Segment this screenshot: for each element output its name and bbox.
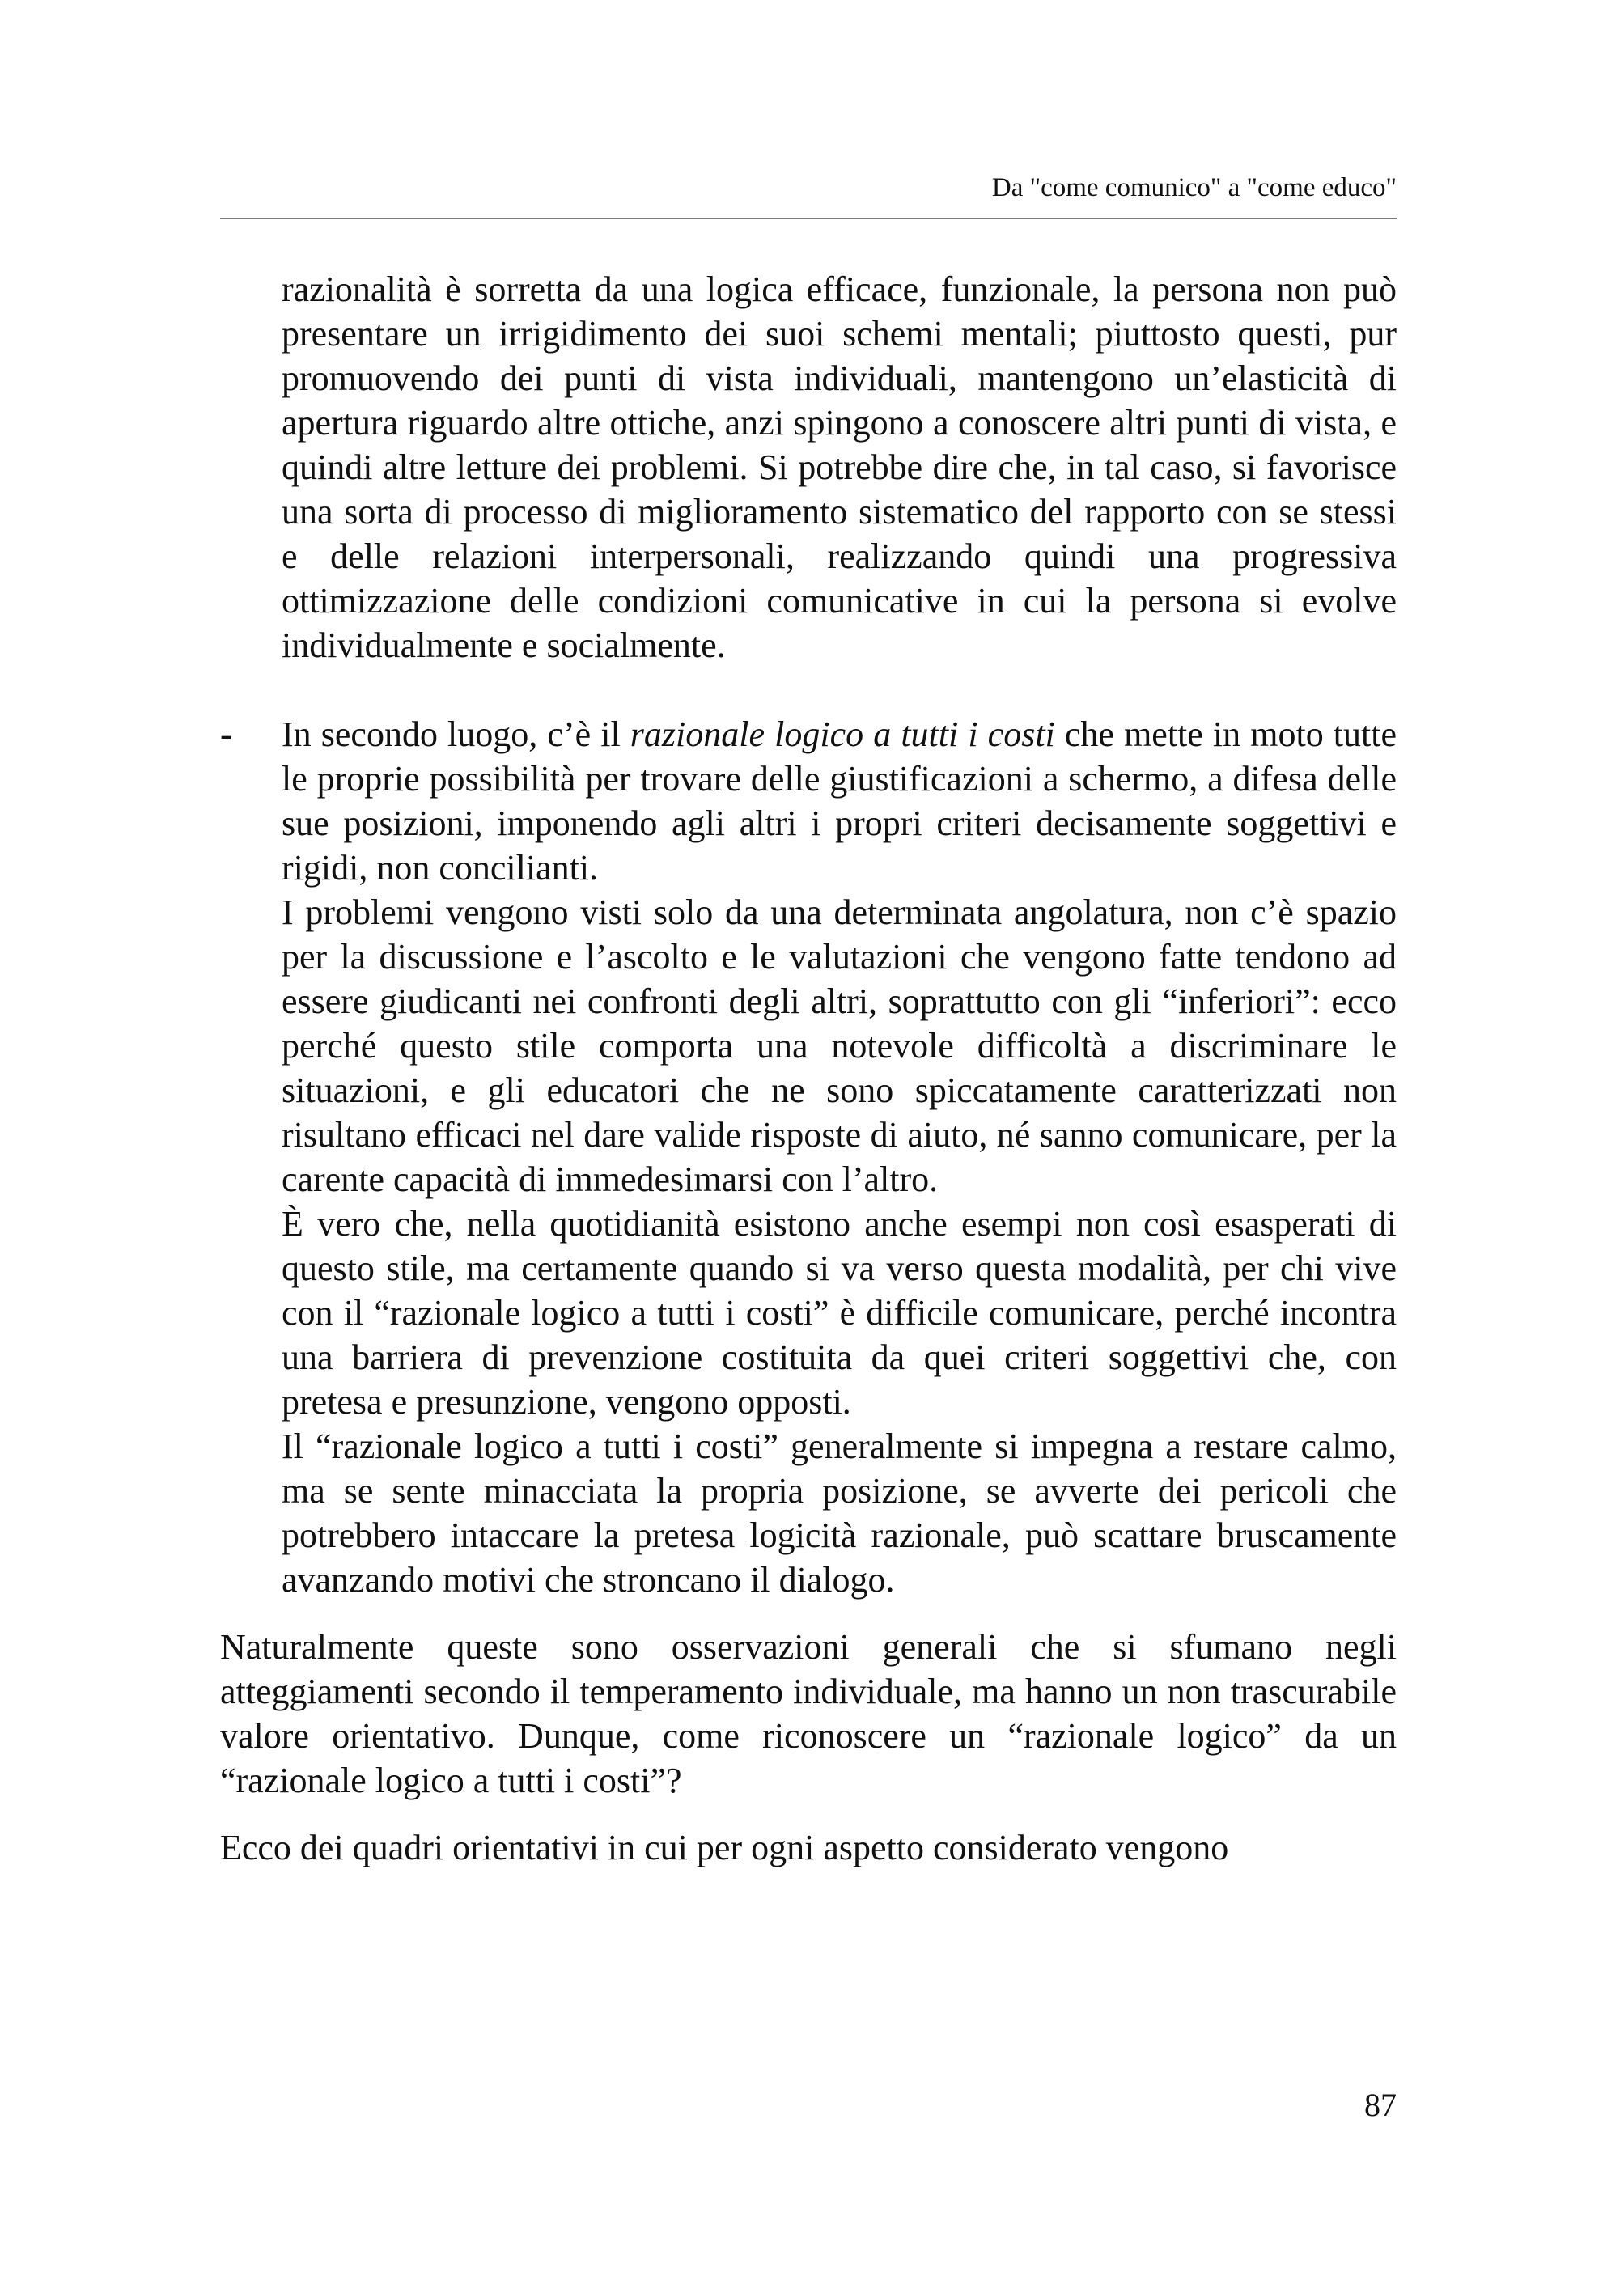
bullet-item-razionale-logico-a-tutti-i-costi [220, 712, 1397, 1602]
bullet-paragraph-2: I problemi vengono visti solo da una determinata angolatura, non c’è spazio per la discussione e l’ascolto e le valutazioni che vengono fatte tendono ad essere giudicanti nei confronti degli altri, soprattutto con gli “inferiori”: ecco perché questo stile comporta una notevole difficoltà a discriminare le situazioni, e gli educatori che ne sono spiccatamente caratterizzati non risultano efficaci nel dare valide risposte di aiuto, né sanno comunicare, per la carente capacità di immedesimarsi con l’altro. [282, 892, 1397, 1199]
intro-text-after: che mette in moto tutte le proprie possibilità per trovare delle giustificazioni a schermo, a difesa delle sue posizioni, imponendo agli altri i propri criteri decisamente soggettivi e rigidi, non concilianti. [282, 714, 1397, 888]
bullet-dash: - [220, 714, 232, 754]
italic-term: razionale logico a tutti i costi [630, 714, 1055, 754]
header-divider [220, 218, 1397, 219]
final-paragraph: Ecco dei quadri orientativi in cui per ogni aspetto considerato vengono [220, 1828, 1229, 1867]
page-number: 87 [1364, 2087, 1397, 2123]
closing-paragraph: Naturalmente queste sono osservazioni generali che si sfumano negli atteggiamenti secondo il temperamento individuale, ma hanno un non trascurabile valore orientativo. Dunque, come riconoscere un “razionale logico” da un “razionale logico a tutti i costi”? [220, 1627, 1397, 1800]
running-header: Da "come comunico" a "come educo" [991, 173, 1397, 202]
bullet-paragraph-4: Il “razionale logico a tutti i costi” generalmente si impegna a restare calmo, ma se sente minacciata la propria posizione, se avverte dei pericoli che potrebbero intaccare la pretesa logicità razionale, può scattare bruscamente avanzando motivi che stroncano il dialogo. [282, 1426, 1397, 1600]
bullet-paragraph-3: È vero che, nella quotidianità esistono anche esempi non così esasperati di questo stile, ma certamente quando si va verso questa modalità, per chi vive con il “razionale logico a tutti i costi” è difficile comunicare, perché incontra una barriera di prevenzione costituita da quei criteri soggettivi che, con pretesa e presunzione, vengono opposti. [282, 1204, 1397, 1422]
page-body [220, 267, 1397, 1870]
continuation-paragraph: razionalità è sorretta da una logica efficace, funzionale, la persona non può presentare un irrigidimento dei suoi schemi mentali; piuttosto questi, pur promuovendo dei punti di vista individuali, mantengono un’elasticità di apertura riguardo altre ottiche, anzi spingono a conoscere altri punti di vista, e quindi altre letture dei problemi. Si potrebbe dire che, in tal caso, si favorisce una sorta di processo di miglioramento sistematico del rapporto con se stessi e delle relazioni interpersonali, realizzando quindi una progressiva ottimizzazione delle condizioni comunicative in cui la persona si evolve individualmente e socialmente. [282, 269, 1397, 665]
intro-text: In secondo luogo, c’è il [282, 714, 630, 754]
bullet-intro-paragraph [282, 712, 1397, 890]
